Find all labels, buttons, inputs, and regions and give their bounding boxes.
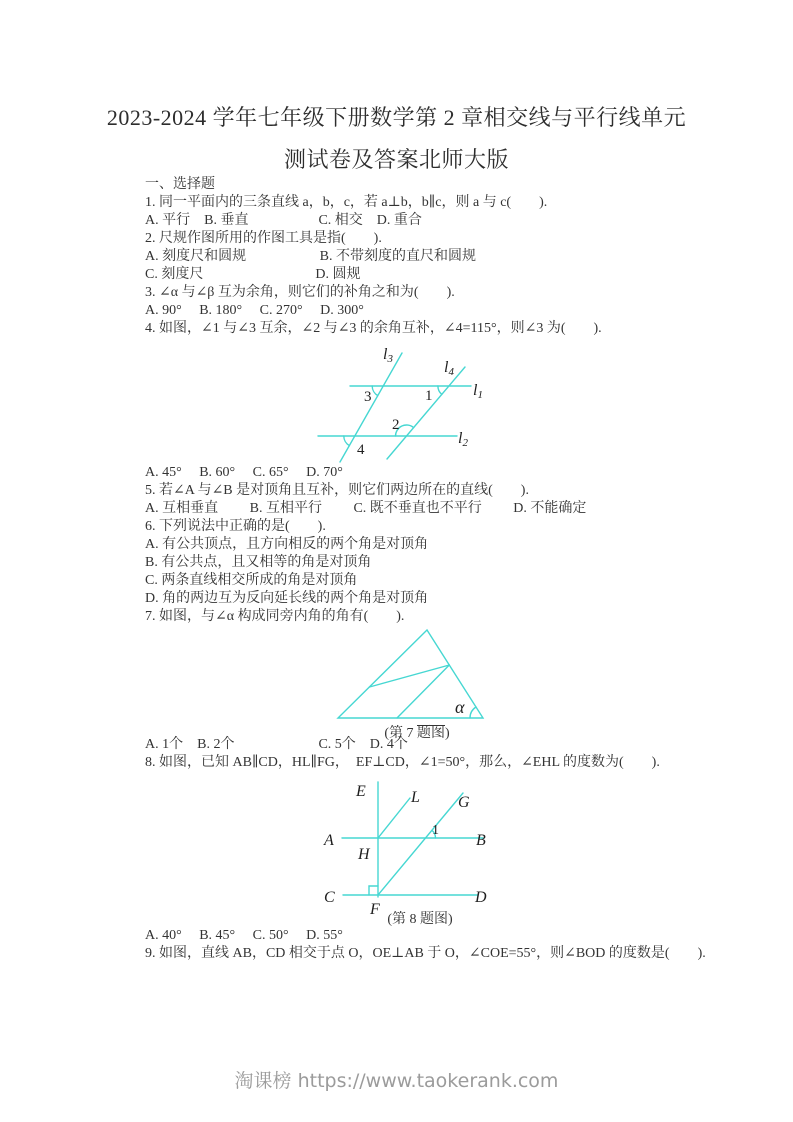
question-2-options-ab: A. 刻度尺和圆规 B. 不带刻度的直尺和圆规 xyxy=(145,249,476,264)
question-6-text: 6. 下列说法中正确的是( ). xyxy=(145,519,326,534)
question-4-text: 4. 如图，∠1 与∠3 互余，∠2 与∠3 的余角互补，∠4=115°，则∠3 为( ). xyxy=(145,321,602,336)
label-l4: l4 xyxy=(444,359,454,378)
question-7-options: A. 1个 B. 2个 C. 5个 D. 4个 xyxy=(145,737,408,752)
label-angle-2: 2 xyxy=(392,417,400,433)
page-title-line1: 2023-2024 学年七年级下册数学第 2 章相交线与平行线单元 xyxy=(106,105,687,130)
question-5-options: A. 互相垂直 B. 互相平行 C. 既不垂直也不平行 D. 不能确定 xyxy=(145,501,587,516)
question-2-text: 2. 尺规作图所用的作图工具是指( ). xyxy=(145,231,382,246)
label-H: H xyxy=(358,846,370,863)
angle-alpha-arc xyxy=(470,707,476,718)
question-6-option-c: C. 两条直线相交所成的角是对顶角 xyxy=(145,573,358,588)
label-angle-3: 3 xyxy=(364,389,372,405)
question-6-option-a: A. 有公共顶点，且方向相反的两个角是对顶角 xyxy=(145,537,429,552)
label-l3: l3 xyxy=(383,346,393,365)
question-6-option-d: D. 角的两边互为反向延长线的两个角是对顶角 xyxy=(145,591,429,606)
label-l2: l2 xyxy=(458,430,468,449)
question-4-options: A. 45° B. 60° C. 65° D. 70° xyxy=(145,465,343,480)
label-F: F xyxy=(370,901,380,918)
line-FG xyxy=(378,793,463,895)
question-3-options: A. 90° B. 180° C. 270° D. 300° xyxy=(145,303,364,318)
angle-1-arc xyxy=(438,386,442,394)
angle-3-arc xyxy=(372,386,378,396)
label-G: G xyxy=(458,794,470,811)
site-watermark: 淘课榜 https://www.taokerank.com xyxy=(234,1070,559,1092)
caption-text-overlined: 题图 xyxy=(417,726,445,741)
label-C: C xyxy=(324,889,335,906)
figure-q4-parallel-lines xyxy=(316,344,491,466)
section-heading: 一、选择题 xyxy=(145,177,215,192)
question-1-text: 1. 同一平面内的三条直线 a，b，c，若 a⊥b，b∥c，则 a 与 c( ). xyxy=(145,195,548,210)
interior-line-lower xyxy=(397,665,449,718)
label-A: A xyxy=(324,832,334,849)
page-title-line2: 测试卷及答案北师大版 xyxy=(283,147,509,172)
question-3-text: 3. ∠α 与∠β 互为余角，则它们的补角之和为( ). xyxy=(145,285,455,300)
figure-q8-caption: (第 8 题图) xyxy=(387,912,453,927)
line-l4 xyxy=(387,367,465,459)
question-2-options-cd: C. 刻度尺 D. 圆规 xyxy=(145,267,361,282)
angle-4-arc xyxy=(344,436,350,446)
question-8-options: A. 40° B. 45° C. 50° D. 55° xyxy=(145,928,343,943)
right-angle-mark-F xyxy=(369,886,378,895)
caption-text: ) xyxy=(445,726,450,741)
line-HL xyxy=(378,798,410,838)
question-9-text: 9. 如图，直线 AB，CD 相交于点 O，OE⊥AB 于 O，∠COE=55°，则∠BOD 的度数是( ). xyxy=(145,946,706,961)
label-alpha: α xyxy=(455,697,465,717)
caption-text: (第 7 xyxy=(384,726,417,741)
question-6-option-b: B. 有公共点，且又相等的角是对顶角 xyxy=(145,555,372,570)
label-B: B xyxy=(476,832,486,849)
label-angle-4: 4 xyxy=(357,442,365,458)
label-E: E xyxy=(356,783,366,800)
question-7-text: 7. 如图，与∠α 构成同旁内角的角有( ). xyxy=(145,609,405,624)
label-angle-1: 1 xyxy=(425,388,433,404)
label-l1: l1 xyxy=(473,382,483,401)
label-L: L xyxy=(411,789,420,806)
question-8-text: 8. 如图，已知 AB∥CD，HL∥FG， EF⊥CD，∠1=50°，那么，∠EHL 的度数为( ). xyxy=(145,755,660,770)
label-angle-1: 1 xyxy=(432,823,439,838)
label-D: D xyxy=(475,889,487,906)
question-5-text: 5. 若∠A 与∠B 是对顶角且互补，则它们两边所在的直线( ). xyxy=(145,483,529,498)
question-1-options: A. 平行 B. 垂直 C. 相交 D. 重合 xyxy=(145,213,422,228)
